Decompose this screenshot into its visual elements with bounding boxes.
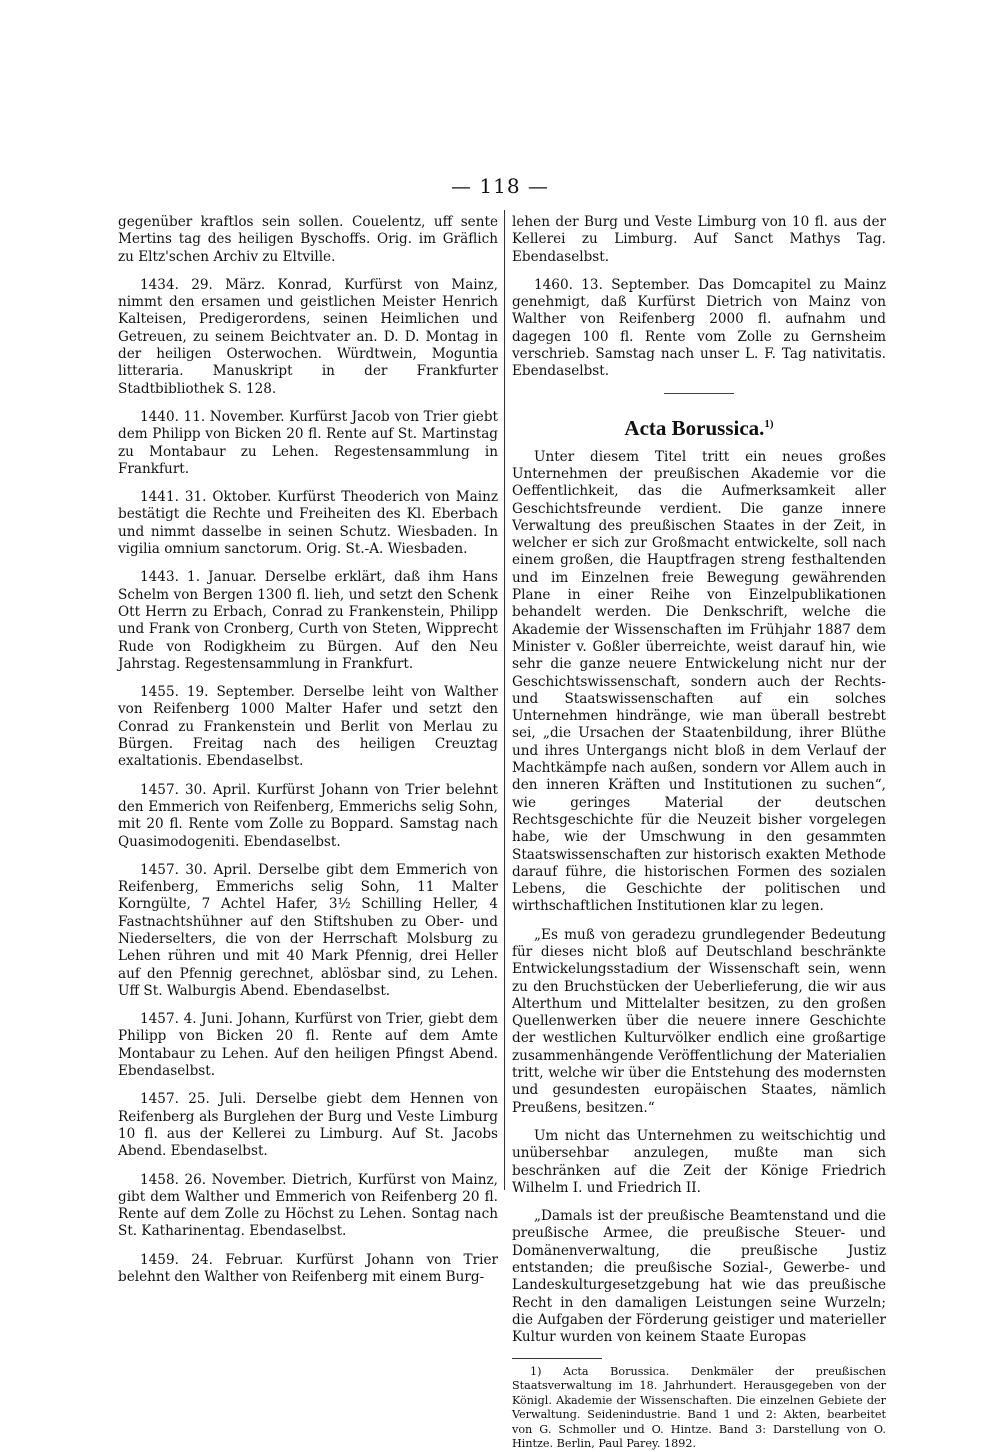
regest-entry-1457-april-a: 1457. 30. April. Kurfürst Johann von Trier belehnt den Emmerich von Reifenberg, Emmerichs selig Sohn, mit 20 fl. Rente vom Zolle zu Boppard. Samstag nach Quasimodogeniti. Ebendaselbst. xyxy=(118,781,498,850)
regest-entry-1457-april-b: 1457. 30. April. Derselbe gibt dem Emmerich von Reifenberg, Emmerichs selig Sohn, 11 Malter Korngülte, 7 Achtel Hafer, 3½ Schilling Heller, 4 Fastnachtshühner auf den Stiftshuben zu Ober- und Niederselters, die von der Herrschaft Molsburg zu Lehen rühren und mit 40 Mark Pfennig, drei Heller auf den Pfennig gerechnet, ablösbar sind, zu Lehen. Uff St. Walburgis Abend. Ebendaselbst. xyxy=(118,861,498,999)
regest-entry-1440: 1440. 11. November. Kurfürst Jacob von Trier giebt dem Philipp von Bicken 20 fl. Rente auf St. Martinstag zu Montabaur zu Lehen. Regestensammlung in Frankfurt. xyxy=(118,408,498,477)
left-column xyxy=(118,214,498,1297)
footnote-rule xyxy=(512,1358,602,1359)
page-number: — 118 — xyxy=(451,174,549,198)
text-continuation: gegenüber kraftlos sein sollen. Couelentz, uff sente Mertins tag des heiligen Byschoffs. Orig. im Gräflich zu Eltz'schen Archiv zu Eltville. xyxy=(118,214,498,265)
regest-entry-1459: 1459. 24. Februar. Kurfürst Johann von Trier belehnt den Walther von Reifenberg mit einem Burg- xyxy=(118,1251,498,1286)
section-separator xyxy=(664,393,734,394)
regest-entry-1441: 1441. 31. Oktober. Kurfürst Theoderich von Mainz bestätigt die Rechte und Freiheiten des Kl. Eberbach und nimmt dasselbe in seinen Schutz. Wiesbaden. In vigilia omnium sanctorum. Orig. St.-A. Wiesbaden. xyxy=(118,489,498,558)
article-paragraph-2: „Es muß von geradezu grundlegender Bedeutung für dieses nicht bloß auf Deutschland beschränkte Entwickelungsstadium der Wissenschaft sein, wenn zu den Bruchstücken der Ueberlieferung, die wir aus Alterthum und Mittelalter besitzen, zu den großen Quellenwerken über die neuere innere Geschichte der westlichen Kulturvölker endlich eine großartige zusammenhängende Veröffentlichung der Materialien tritt, welche wir über die Entstehung des modernsten und gesundesten europäischen Staates, nämlich Preußens, besitzen.“ xyxy=(512,926,886,1116)
section-heading xyxy=(512,416,886,441)
regest-entry-1458: 1458. 26. November. Dietrich, Kurfürst von Mainz, gibt dem Walther und Emmerich von Reifenberg 20 fl. Rente auf dem Zolle zu Höchst zu Lehen. Sontag nach St. Katharinentag. Ebendaselbst. xyxy=(118,1171,498,1240)
regest-entry-1457-june: 1457. 4. Juni. Johann, Kurfürst von Trier, giebt dem Philipp von Bicken 20 fl. Rente auf dem Amte Montabaur zu Lehen. Auf den heiligen Pfingst Abend. Ebendaselbst. xyxy=(118,1011,498,1080)
text-continuation-right: lehen der Burg und Veste Limburg von 10 fl. aus der Kellerei zu Limburg. Auf Sanct Mathys Tag. Ebendaselbst. xyxy=(512,214,886,265)
footnote: 1) Acta Borussica. Denkmäler der preußischen Staatsverwaltung im 18. Jahrhundert. Herausgegeben von der Königl. Akademie der Wissenschaften. Die einzelnen Gebiete der Verwaltung. Seidenindustrie. Band 1 und 2: Akten, bearbeitet von G. Schmoller und O. Hintze. Band 3: Darstellung von O. Hintze. Berlin, Paul Parey. 1892. xyxy=(512,1364,886,1451)
regest-entry-1455: 1455. 19. September. Derselbe leiht von Walther von Reifenberg 1000 Malter Hafer und setzt den Conrad zu Frankenstein und Berlit von Merlau zu Bürgen. Freitag nach des heiligen Creuztag exaltationis. Ebendaselbst. xyxy=(118,684,498,770)
regest-entry-1460: 1460. 13. September. Das Domcapitel zu Mainz genehmigt, daß Kurfürst Dietrich von Mainz von Walther von Reifenberg 2000 fl. aufnahm und dagegen 100 fl. Rente vom Zolle zu Gernsheim verschrieb. Samstag nach unser L. F. Tag nativitatis. Ebendaselbst. xyxy=(512,276,886,380)
regest-entry-1457-july: 1457. 25. Juli. Derselbe giebt dem Hennen von Reifenberg als Burglehen der Burg und Veste Limburg 10 fl. aus der Kellerei zu Limburg. Auf St. Jacobs Abend. Ebendaselbst. xyxy=(118,1091,498,1160)
regest-entry-1443: 1443. 1. Januar. Derselbe erklärt, daß ihm Hans Schelm von Bergen 1300 fl. lieh, und setzt den Schenk Ott Herrn zu Erbach, Conrad zu Frankenstein, Philipp und Frank von Cronberg, Curth von Steten, Wipprecht Rude von Rodigkheim zu Bürgen. Auf den Neu Jahrstag. Regestensammlung in Frankfurt. xyxy=(118,569,498,672)
right-column xyxy=(512,214,886,1452)
footnote-marker: 1) xyxy=(764,417,774,430)
article-paragraph-3: Um nicht das Unternehmen zu weitschichtig und unübersehbar anzulegen, mußte man sich beschränken auf die Zeit der Könige Friedrich Wilhelm I. und Friedrich II. xyxy=(512,1127,886,1196)
column-divider xyxy=(504,210,505,1190)
regest-entry-1434: 1434. 29. März. Konrad, Kurfürst von Mainz, nimmt den ersamen und geistlichen Meister Henrich Kalteisen, Predigerordens, seinen Heimlichen und Getreuen, zu seinem Beichtvater an. D. D. Montag in der heiligen Osterwochen. Würdtwein, Moguntia litteraria. Manuskript in der Frankfurter Stadtbibliothek S. 128. xyxy=(118,276,498,397)
heading-text: Acta Borussica. xyxy=(624,415,765,440)
article-paragraph-1: Unter diesem Titel tritt ein neues großes Unternehmen der preußischen Akademie vor die Oeffentlichkeit, das die Aufmerksamkeit aller Geschichtsfreunde verdient. Die ganze innere Verwaltung des preußischen Staates in der Zeit, in welcher er sich zur Großmacht entwickelte, soll nach einem großen, die Hauptfragen streng festhaltenden und im Einzelnen freie Bewegung gewährenden Plane in einer Reihe von Einzelpublikationen behandelt werden. Die Denkschrift, welche die Akademie der Wissenschaften im Frühjahr 1887 dem Minister v. Goßler überreichte, weist darauf hin, wie sehr die ganze neuere Entwickelung nicht nur der Geschichtswissenschaft, sondern auch der Rechts- und Staatswissenschaften auf ein solches Unternehmen hindränge, wie man überall bestrebt sei, „die Ursachen der Staatenbildung, ihrer Blüthe und ihres Untergangs nicht bloß in dem Verlauf der Machtkämpfe nach außen, sondern vor Allem auch in den inneren Kräften und Institutionen zu suchen“, wie geringes Material der deutschen Rechtsgeschichte für die Neuzeit bisher vorgelegen habe, wie der Umschwung in den gesammten Staatswissenschaften zur historisch exakten Methode darauf führe, die historischen Formen des sozialen Lebens, die Geschichte der politischen und wirthschaftlichen Institutionen klar zu legen. xyxy=(512,448,886,915)
article-paragraph-4: „Damals ist der preußische Beamtenstand und die preußische Armee, die preußische Steuer- und Domänenverwaltung, die preußische Justiz entstanden; die preußische Sozial-, Gewerbe- und Landeskulturgesetzgebung hat wie das preußische Recht in den damaligen Leistungen seine Wurzeln; die Aufgaben der Förderung geistiger und materieller Kultur wurden von keinem Staate Europas xyxy=(512,1208,886,1346)
